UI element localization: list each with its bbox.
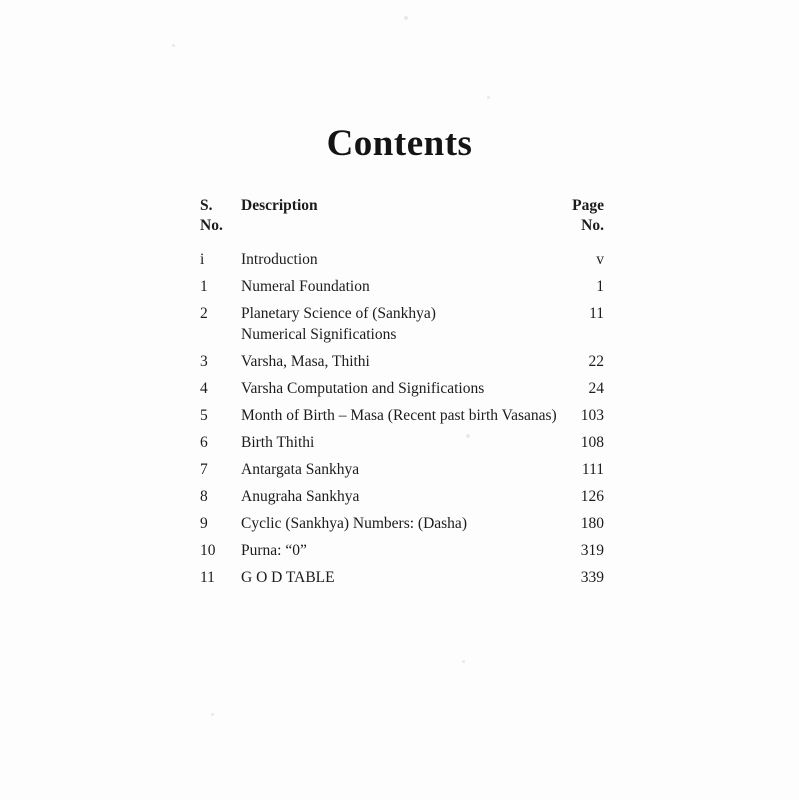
row-page-number: 103 xyxy=(580,407,604,424)
page-title: Contents xyxy=(326,123,473,164)
row-description: Birth Thithi xyxy=(241,434,315,451)
row-page-number: 1 xyxy=(596,278,604,295)
row-description: Cyclic (Sankhya) Numbers: (Dasha) xyxy=(241,515,467,532)
row-description-line2: Numerical Significations xyxy=(241,326,397,343)
row-page-number: 11 xyxy=(589,305,604,322)
row-description: Varsha, Masa, Thithi xyxy=(241,353,370,370)
header-description: Description xyxy=(241,197,318,214)
table-row xyxy=(200,351,604,372)
row-serial: i xyxy=(200,251,205,268)
row-page-number: 319 xyxy=(580,542,604,559)
row-serial: 5 xyxy=(200,407,208,424)
row-description: Antargata Sankhya xyxy=(241,461,360,478)
scan-speck xyxy=(211,713,214,716)
row-serial: 2 xyxy=(200,305,208,322)
row-description: Anugraha Sankhya xyxy=(241,488,360,505)
header-page-number xyxy=(558,196,604,236)
table-row xyxy=(200,405,604,426)
row-page-number: 24 xyxy=(588,380,604,397)
row-serial: 8 xyxy=(200,488,208,505)
row-serial: 3 xyxy=(200,353,208,370)
table-row xyxy=(200,249,604,270)
table-row xyxy=(200,276,604,297)
header-serial-line2: No. xyxy=(200,217,223,234)
row-serial: 7 xyxy=(200,461,208,478)
row-description: Month of Birth – Masa (Recent past birth Vasanas) xyxy=(241,407,557,424)
header-page-line2: No. xyxy=(581,217,604,234)
row-description: Purna: “0” xyxy=(241,542,307,559)
table-row xyxy=(200,459,604,480)
row-serial: 9 xyxy=(200,515,208,532)
table-row xyxy=(200,540,604,561)
scan-speck xyxy=(404,16,408,20)
header-serial-number xyxy=(200,196,241,236)
scan-speck xyxy=(172,44,175,47)
row-description: Introduction xyxy=(241,251,318,268)
table-row xyxy=(200,567,604,588)
scan-speck xyxy=(487,96,490,99)
table-row xyxy=(200,432,604,453)
row-description: Planetary Science of (Sankhya) Numerical Significations xyxy=(241,303,558,345)
row-description: Numeral Foundation xyxy=(241,278,370,295)
row-page-number: 111 xyxy=(581,461,604,478)
row-serial: 1 xyxy=(200,278,208,295)
row-serial: 6 xyxy=(200,434,208,451)
row-page-number: v xyxy=(596,251,604,268)
scan-speck xyxy=(462,660,465,663)
row-page-number: 22 xyxy=(588,353,604,370)
row-page-number: 126 xyxy=(580,488,604,505)
row-page-number: 108 xyxy=(580,434,604,451)
table-row xyxy=(200,513,604,534)
row-description: G O D TABLE xyxy=(241,569,335,586)
table-header xyxy=(200,196,604,236)
row-serial: 11 xyxy=(200,569,215,586)
row-description: Varsha Computation and Significations xyxy=(241,380,485,397)
table-row xyxy=(200,303,604,345)
row-serial: 4 xyxy=(200,380,208,397)
table-row xyxy=(200,486,604,507)
header-page-line1: Page xyxy=(572,197,604,214)
contents-table xyxy=(200,196,604,594)
row-serial: 10 xyxy=(200,542,216,559)
row-page-number: 339 xyxy=(580,569,604,586)
row-page-number: 180 xyxy=(580,515,604,532)
table-row xyxy=(200,378,604,399)
header-serial-line1: S. xyxy=(200,197,213,214)
